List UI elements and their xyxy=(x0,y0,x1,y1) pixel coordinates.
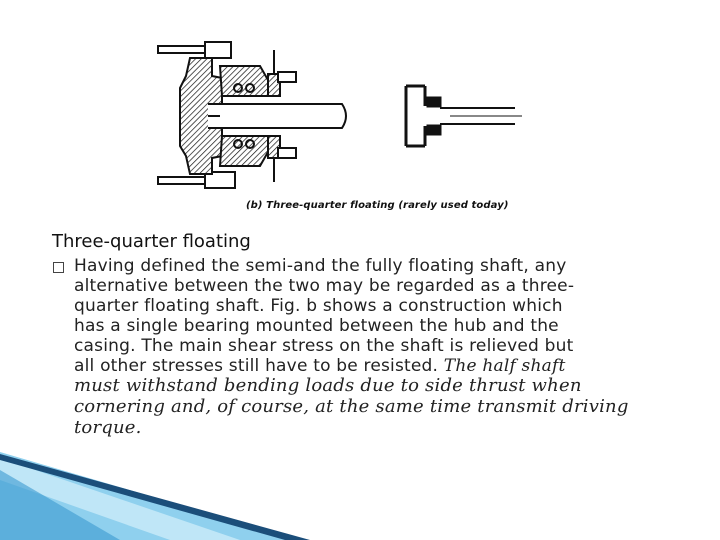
paragraph-italic-text: The half shaft xyxy=(443,356,566,376)
section-heading: Three-quarter floating xyxy=(52,231,251,252)
paragraph-line: Having defined the semi-and the fully floating shaft, any xyxy=(74,256,567,276)
paragraph-line: quarter floating shaft. Fig. b shows a construction which xyxy=(74,296,563,316)
decorative-corner-swoosh xyxy=(0,440,720,540)
paragraph-line: alternative between the two may be regarded as a three- xyxy=(74,276,575,296)
paragraph-italic-line: torque. xyxy=(74,417,142,438)
bullet-square-icon xyxy=(53,262,64,273)
figure-caption: (b) Three-quarter floating (rarely used today) xyxy=(246,200,509,211)
schematic-drawing xyxy=(406,86,522,146)
paragraph-line: casing. The main shear stress on the shaft is relieved but xyxy=(74,336,574,356)
half-shaft-diagram xyxy=(150,36,550,216)
paragraph-italic-line: must withstand bending loads due to side thrust when xyxy=(74,375,582,396)
paragraph-line xyxy=(74,356,565,376)
paragraph-line: has a single bearing mounted between the hub and the xyxy=(74,316,559,336)
paragraph-text: all other stresses still have to be resisted. xyxy=(74,356,439,376)
paragraph-italic-line: cornering and, of course, at the same time transmit driving xyxy=(74,396,629,417)
hub-assembly-drawing xyxy=(158,42,346,188)
